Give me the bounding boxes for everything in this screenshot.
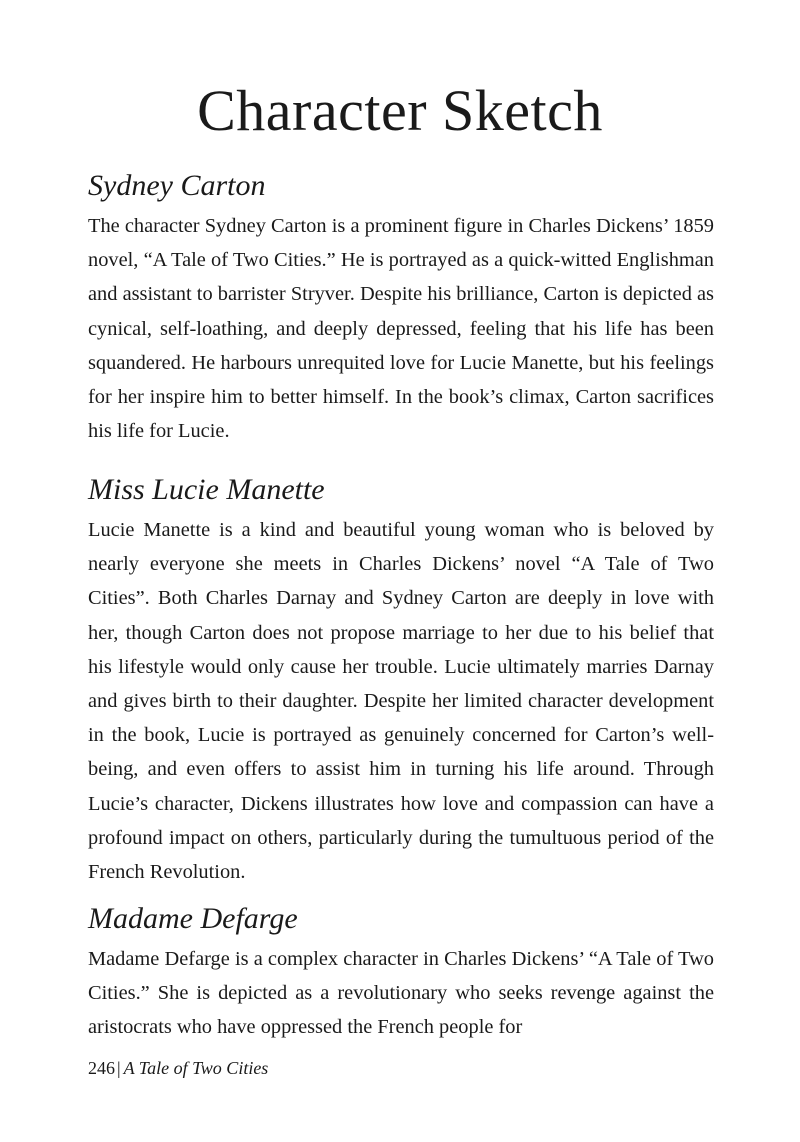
section-heading: Madame Defarge — [88, 902, 298, 935]
running-book-title: A Tale of Two Cities — [123, 1058, 269, 1078]
page-title: Character Sketch — [197, 78, 603, 143]
section-body: Lucie Manette is a kind and beautiful young woman who is beloved by nearly everyone she meets in Charles Dickens’ novel “A Tale of Two Cities”. Both Charles Darnay and Sydney Carton are deeply in love with her, though Carton does not propose marriage to her due to his belief that his lifestyle would only cause her trouble. Lucie ultimately marries Darnay and gives birth to their daughter. Despite her limited character development in the book, Lucie is portrayed as genuinely concerned for Carton’s well-being, and even offers to assist him in turning his life around. Through Lucie’s character, Dickens illustrates how love and compassion can have a profound impact on others, particularly during the tumultuous period of the French Revolution. — [88, 519, 714, 884]
footer-separator: | — [117, 1058, 121, 1078]
section-sydney-carton — [88, 166, 714, 448]
page-footer — [88, 1056, 268, 1080]
section-body: The character Sydney Carton is a prominent figure in Charles Dickens’ 1859 novel, “A Tale of Two Cities.” He is portrayed as a quick-witted Englishman and assistant to barrister Stryver. Despite his brilliance, Carton is depicted as cynical, self-loathing, and deeply depressed, feeling that his life has been squandered. He harbours unrequited love for Lucie Manette, but his feelings for her inspire him to better himself. In the book’s climax, Carton sacrifices his life for Lucie. — [88, 215, 714, 443]
section-heading: Miss Lucie Manette — [88, 473, 325, 506]
section-madame-defarge — [88, 899, 714, 1045]
section-heading: Sydney Carton — [88, 169, 266, 202]
page-number: 246 — [88, 1058, 115, 1078]
section-lucie-manette — [88, 470, 714, 889]
section-body: Madame Defarge is a complex character in Charles Dickens’ “A Tale of Two Cities.” She is depicted as a revolutionary who seeks revenge against the aristocrats who have oppressed the French people for — [88, 948, 714, 1039]
